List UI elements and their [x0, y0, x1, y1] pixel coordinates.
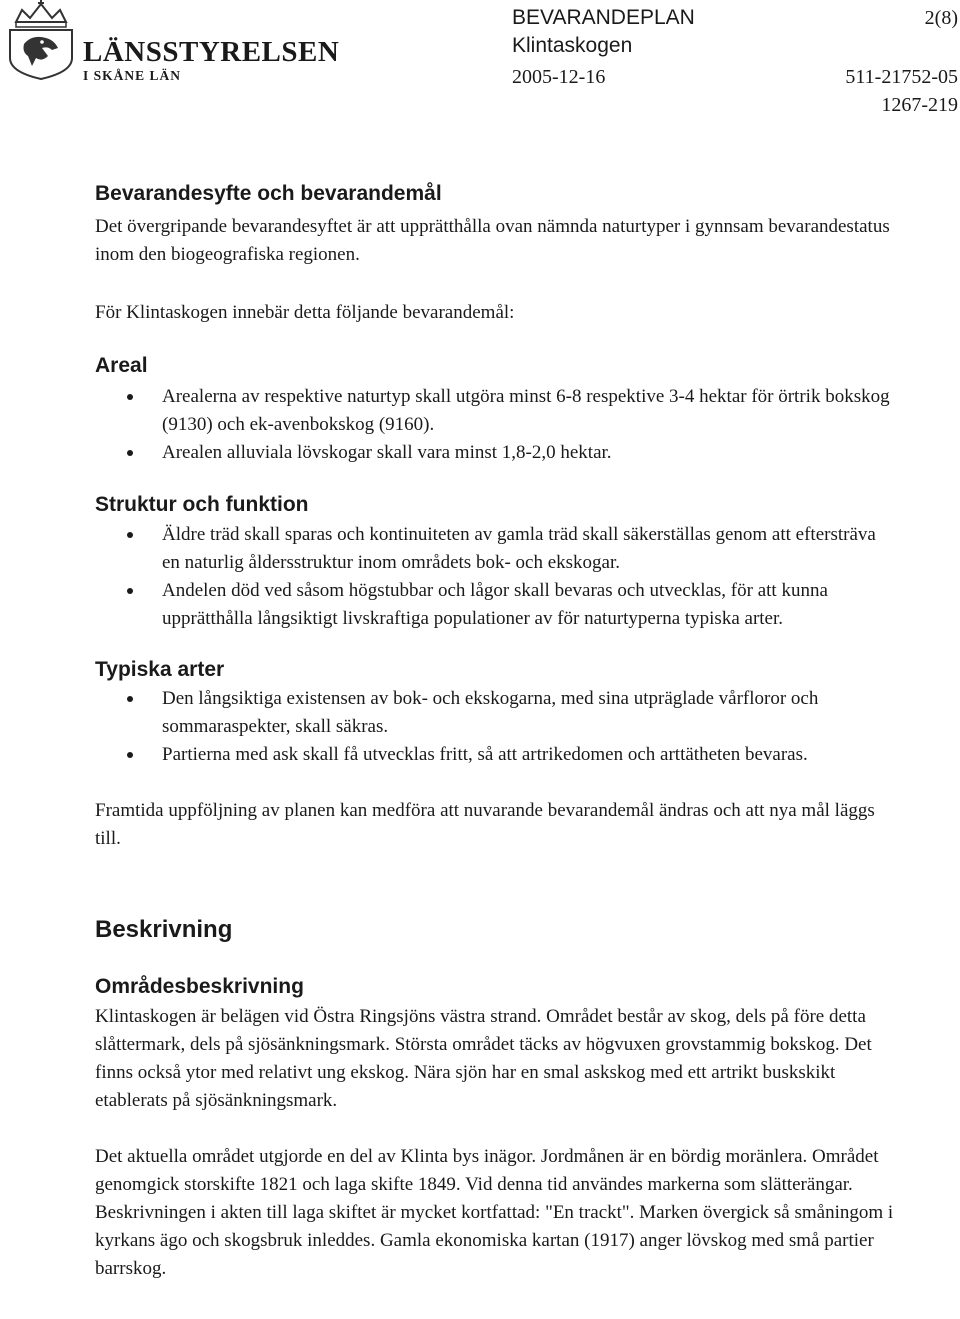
document-title: BEVARANDEPLAN — [512, 6, 695, 29]
typiska-list — [95, 685, 895, 769]
reference-number-secondary: 1267-219 — [881, 94, 958, 116]
areal-list — [95, 383, 895, 467]
list-item: Partierna med ask skall få utvecklas fritt, så att artrikedomen och arttätheten bevaras. — [95, 741, 895, 769]
lead-paragraph: För Klintaskogen innebär detta följande bevarandemål: — [95, 302, 515, 323]
reference-number: 511-21752-05 — [845, 66, 958, 88]
section-heading-beskrivning: Beskrivning — [95, 916, 233, 943]
list-item: Arealen alluviala lövskogar skall vara minst 1,8-2,0 hektar. — [95, 439, 895, 467]
subheading-struktur: Struktur och funktion — [95, 493, 309, 516]
description-paragraph-2: Det aktuella området utgjorde en del av Klinta bys inägor. Jordmånen är en bördig moränlera. Området genomgick storskifte 1821 och laga skifte 1849. Vid denna tid användes markerna som slätterängar. Beskrivningen i akten till laga skiftet är mycket kortfattad: "En trackt". Marken övergick så småningom i kyrkans ägo och skogsbruk inleddes. Gamla ekonomiska kartan (1917) anger lövskog med små partier barrskog. — [95, 1146, 894, 1279]
list-item: Arealerna av respektive naturtyp skall utgöra minst 6-8 respektive 3-4 hektar för örtrik bokskog (9130) och ek-avenbokskog (9160). — [95, 383, 895, 439]
document-body — [95, 181, 895, 1283]
list-item: Äldre träd skall sparas och kontinuiteten av gamla träd skall säkerställas genom att eftersträva en naturlig åldersstruktur inom områdets bok- och ekskogar. — [95, 521, 895, 577]
logo-name: LÄNSSTYRELSEN — [83, 36, 340, 68]
list-item: Den långsiktiga existensen av bok- och ekskogarna, med sina utpräglade vårfloror och sommaraspekter, skall säkras. — [95, 685, 895, 741]
description-paragraph-1: Klintaskogen är belägen vid Östra Ringsjöns västra strand. Området består av skog, dels på före detta slåttermark, dels på sjösänkningsmark. Största området täcks av högvuxen grovstammig bokskog. Det finns också ytor med relativt ung ekskog. Nära sjön har en smal askskog med ett artrikt buskskikt etablerats på sjösänkningsmark. — [95, 1006, 872, 1111]
subheading-omradesbeskrivning: Områdesbeskrivning — [95, 975, 304, 998]
struktur-list — [95, 521, 895, 633]
document-subtitle: Klintaskogen — [512, 34, 633, 57]
subheading-areal: Areal — [95, 354, 148, 377]
list-item: Andelen död ved såsom högstubbar och lågor skall bevaras och utvecklas, för att kunna upprätthålla långsiktigt livskraftiga populationer av för naturtyperna typiska arter. — [95, 577, 895, 633]
section-heading-bevarandesyfte: Bevarandesyfte och bevarandemål — [95, 182, 442, 205]
intro-paragraph: Det övergripande bevarandesyftet är att upprätthålla ovan nämnda naturtyper i gynnsam bevarandestatus inom den biogeografiska regionen. — [95, 216, 890, 265]
closing-paragraph: Framtida uppföljning av planen kan medföra att nuvarande bevarandemål ändras och att nya mål läggs till. — [95, 800, 875, 849]
lansstyrelsen-logo — [0, 0, 360, 83]
subheading-typiska-arter: Typiska arter — [95, 658, 225, 681]
coat-of-arms-icon — [2, 0, 80, 80]
page-number: 2(8) — [924, 7, 958, 29]
document-date: 2005-12-16 — [512, 66, 606, 88]
logo-subtitle: I SKÅNE LÄN — [83, 68, 182, 83]
